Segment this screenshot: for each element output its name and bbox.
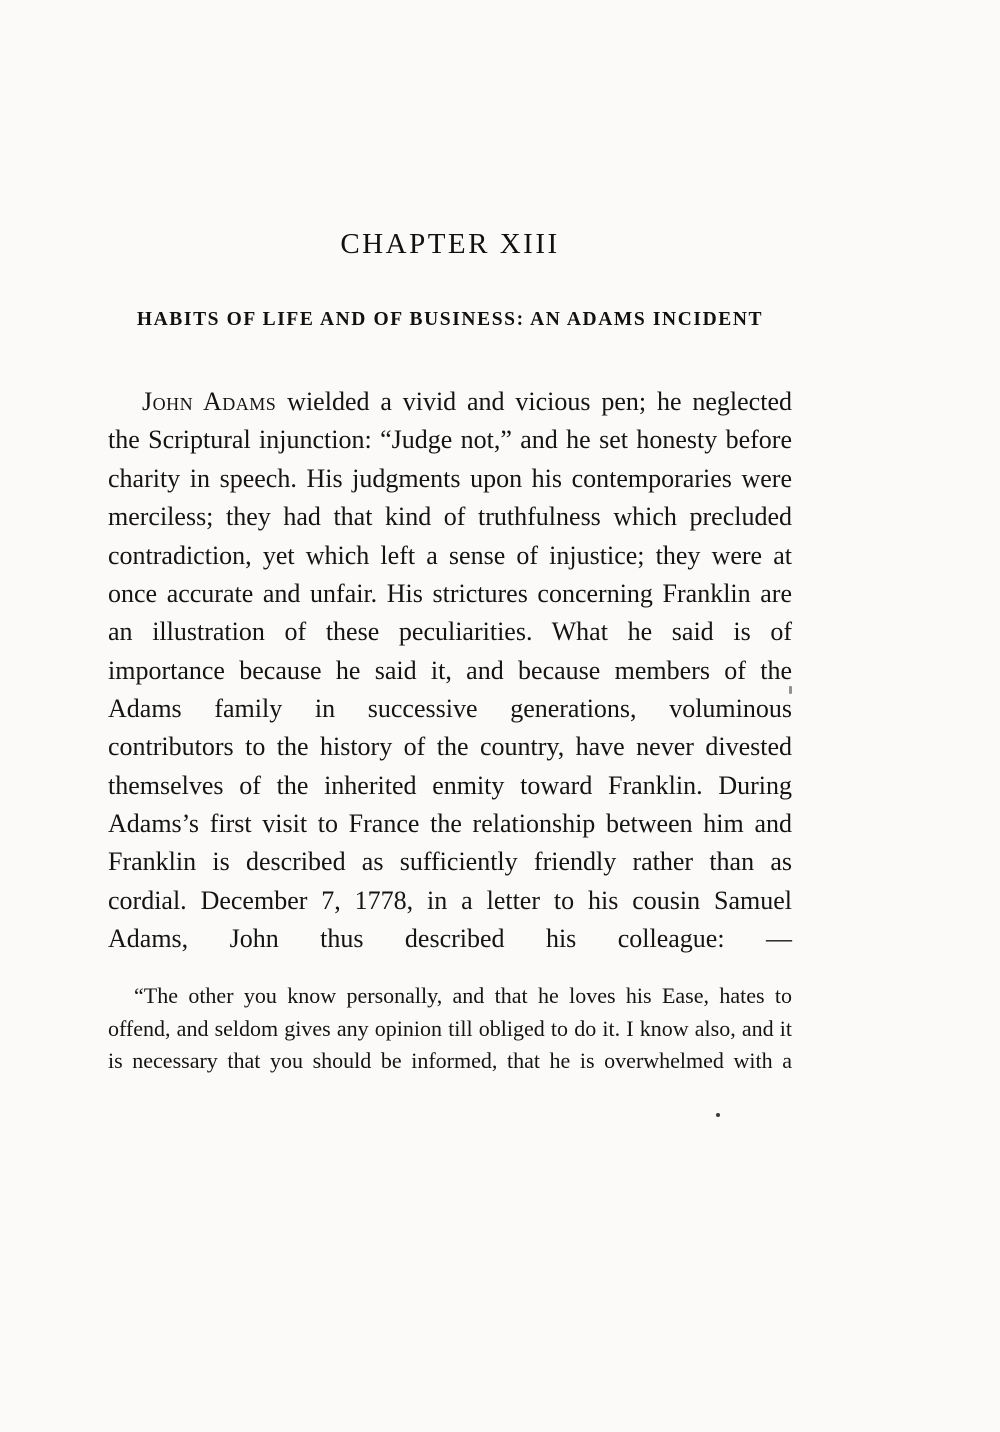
quoted-letter-paragraph: “The other you know personally, and that he loves his Ease, hates to offend, and seldom gives any opinion till obliged to do it. I know also, and it is necessary that you should be informed, that he is overwhelmed with a — [108, 983, 792, 1073]
body-paragraph — [108, 383, 792, 958]
page-speck — [716, 1113, 720, 1117]
paragraph-body-text: wielded a vivid and vicious pen; he neglected the Scriptural injunction: “Judge not,” and he set honesty before charity in speech. His judgments upon his contemporaries were merciless; they had that kind of truthfulness which precluded contradiction, yet which left a sense of injustice; they were at once accurate and unfair. His strictures concerning Franklin are an illustration of these peculiarities. What he said is of importance because he said it, and because members of the Adams family in successive generations, voluminous contributors to the history of the country, have never divested themselves of the inherited enmity toward Franklin. During Adams’s first visit to France the relationship between him and Franklin is described as sufficiently friendly rather than as cordial. December 7, 1778, in a letter to his cousin Samuel Adams, John thus described his colleague: — — [108, 387, 792, 953]
chapter-heading: CHAPTER XIII — [340, 228, 560, 260]
page-speck — [789, 686, 792, 694]
paragraph-lead-in: John Adams — [142, 387, 277, 417]
chapter-subtitle: HABITS OF LIFE AND OF BUSINESS: AN ADAMS INCIDENT — [136, 309, 764, 330]
page-content — [108, 228, 792, 1077]
